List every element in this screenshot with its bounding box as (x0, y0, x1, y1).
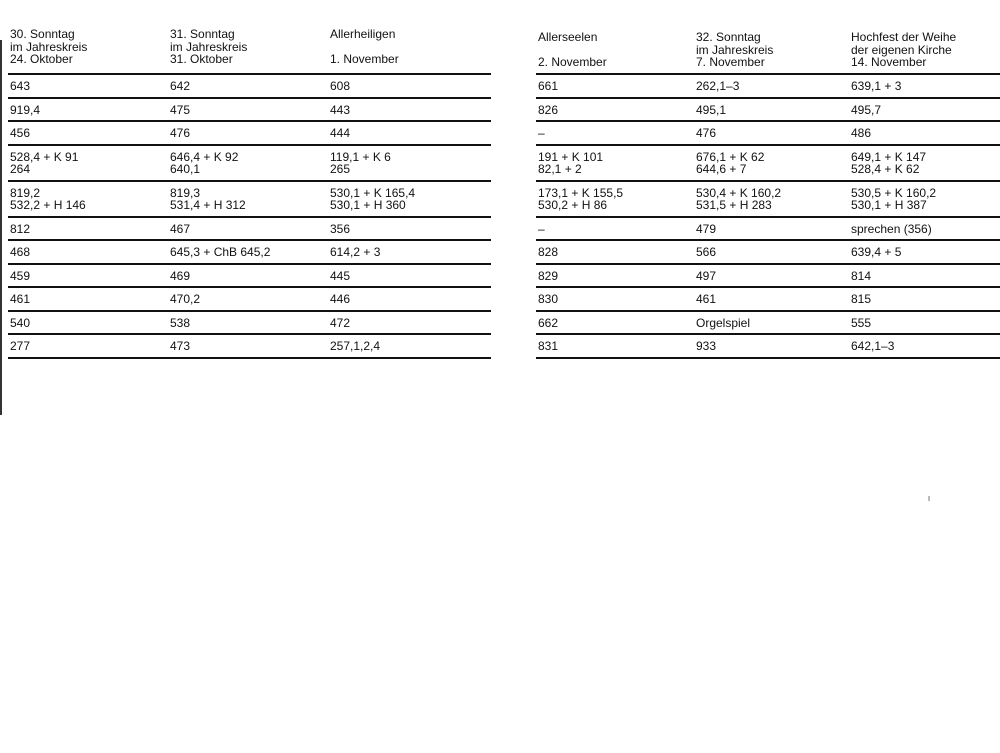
table-cell (694, 287, 849, 311)
hymn-number: 555 (851, 315, 872, 330)
hymn-number: 467 (170, 221, 191, 236)
table-cell (694, 240, 849, 264)
table-cell (328, 287, 491, 311)
table-cell (849, 217, 1000, 241)
header-row (8, 28, 491, 74)
table-row (536, 121, 1000, 145)
right-page (500, 0, 1000, 753)
table-cell (8, 264, 168, 288)
table-row (8, 264, 491, 288)
hymn-number: 645,3 + ChB 645,2 (170, 245, 271, 259)
hymn-number: 191 + K 101 (538, 149, 604, 164)
table-cell (8, 181, 168, 217)
table-cell (168, 334, 328, 358)
hymn-number: 828 (538, 245, 559, 259)
table-cell (168, 240, 328, 264)
table-cell (694, 217, 849, 241)
table-cell (536, 287, 694, 311)
header-line: im Jahreskreis (10, 39, 88, 54)
table-cell (694, 311, 849, 335)
table-cell (536, 264, 694, 288)
hymn-number: 919,4 (10, 102, 41, 117)
table-cell (328, 334, 491, 358)
hymn-number: 530,1 + H 387 (851, 198, 927, 212)
table-row (8, 287, 491, 311)
hymn-number: 608 (330, 79, 351, 93)
table-cell (328, 74, 491, 98)
binding-edge-line (0, 40, 2, 415)
table-cell (328, 121, 491, 145)
table-cell (168, 74, 328, 98)
table-row (536, 287, 1000, 311)
hymn-number: sprechen (356) (851, 221, 932, 236)
column-header-3 (328, 28, 491, 74)
table-row (8, 98, 491, 122)
table-cell (536, 98, 694, 122)
hymn-number: 530,1 + K 165,4 (330, 185, 416, 200)
table-row (8, 334, 491, 358)
table-cell (168, 98, 328, 122)
hymn-number: 265 (330, 162, 351, 176)
hymn-number: 614,2 + 3 (330, 245, 381, 259)
hymn-number: 819,2 (10, 185, 41, 200)
hymn-number: 812 (10, 221, 31, 236)
hymn-number: 815 (851, 292, 872, 306)
table-row (536, 74, 1000, 98)
hymn-number: 639,4 + 5 (851, 245, 902, 259)
table-cell (8, 145, 168, 181)
table-row (8, 121, 491, 145)
table-row (536, 264, 1000, 288)
table-cell (536, 240, 694, 264)
table-cell (8, 74, 168, 98)
hymn-number: 82,1 + 2 (538, 162, 582, 176)
table-cell (536, 181, 694, 217)
table-cell (328, 217, 491, 241)
header-line: 1. November (330, 52, 399, 66)
table-cell (536, 217, 694, 241)
hymn-number: 676,1 + K 62 (696, 149, 765, 164)
table-cell (328, 145, 491, 181)
hymn-number: 531,4 + H 312 (170, 198, 246, 212)
hymn-number: 444 (330, 126, 351, 140)
hymn-number: 446 (330, 292, 351, 306)
hymn-number: 530,4 + K 160,2 (696, 185, 782, 200)
table-cell (694, 334, 849, 358)
table-cell (168, 264, 328, 288)
hymn-number: 264 (10, 162, 31, 176)
hymn-number: 461 (10, 292, 31, 306)
hymn-number: 566 (696, 245, 717, 259)
column-header-1 (8, 28, 168, 74)
table-cell (849, 264, 1000, 288)
header-line: der eigenen Kirche (851, 42, 952, 57)
table-cell (849, 287, 1000, 311)
table-cell (849, 145, 1000, 181)
header-line: Allerheiligen (330, 27, 396, 41)
table-cell (8, 121, 168, 145)
table-row (536, 217, 1000, 241)
table-cell (536, 74, 694, 98)
table-row (8, 145, 491, 181)
table-row (536, 181, 1000, 217)
table-cell (536, 334, 694, 358)
table-cell (694, 264, 849, 288)
hymn-number: – (538, 126, 545, 140)
table-cell (694, 74, 849, 98)
hymn-number: 497 (696, 268, 717, 283)
left-hymn-table (8, 28, 491, 359)
hymn-number: 639,1 + 3 (851, 79, 902, 93)
hymn-number: 532,2 + H 146 (10, 198, 86, 212)
table-cell (168, 217, 328, 241)
hymn-number: 531,5 + H 283 (696, 198, 772, 212)
table-cell (168, 287, 328, 311)
table-row (8, 181, 491, 217)
column-header-2 (694, 31, 849, 74)
header-line: 24. Oktober (10, 52, 73, 66)
hymn-number: – (538, 221, 545, 236)
table-cell (849, 311, 1000, 335)
hymn-number: 495,7 (851, 102, 882, 117)
column-header-3 (849, 31, 1000, 74)
table-cell (8, 240, 168, 264)
hymn-number: 475 (170, 102, 191, 117)
column-header-2 (168, 28, 328, 74)
table-cell (168, 181, 328, 217)
hymn-number: 443 (330, 102, 351, 117)
table-cell (328, 311, 491, 335)
header-row (536, 31, 1000, 74)
hymn-number: 642,1–3 (851, 339, 895, 353)
hymn-number: 119,1 + K 6 (330, 149, 391, 164)
table-cell (694, 181, 849, 217)
table-cell (536, 311, 694, 335)
hymn-number: 476 (170, 126, 191, 140)
table-row (536, 98, 1000, 122)
hymn-number: 469 (170, 268, 191, 283)
table-cell (694, 121, 849, 145)
hymn-number: 530,2 + H 86 (538, 198, 608, 212)
table-row (8, 217, 491, 241)
hymn-number: 476 (696, 126, 717, 140)
table-cell (849, 98, 1000, 122)
hymn-number: 649,1 + K 147 (851, 149, 927, 164)
table-cell (849, 240, 1000, 264)
header-line: 30. Sonntag (10, 27, 75, 41)
table-cell (328, 264, 491, 288)
table-cell (168, 311, 328, 335)
table-cell (328, 181, 491, 217)
hymn-number: 470,2 (170, 292, 201, 306)
hymn-number: 461 (696, 292, 717, 306)
table-cell (694, 145, 849, 181)
hymn-number: 530,1 + H 360 (330, 198, 406, 212)
hymn-number: 495,1 (696, 102, 727, 117)
hymn-number: 173,1 + K 155,5 (538, 185, 624, 200)
hymn-number: 831 (538, 339, 559, 353)
header-line: 14. November (851, 55, 927, 69)
table-cell (168, 121, 328, 145)
header-line: 2. November (538, 55, 607, 69)
table-cell (8, 98, 168, 122)
table-cell (536, 121, 694, 145)
table-cell (168, 145, 328, 181)
hymn-number: 933 (696, 339, 717, 353)
hymn-number: 356 (330, 221, 351, 236)
table-row (8, 240, 491, 264)
table-cell (849, 74, 1000, 98)
table-cell (849, 121, 1000, 145)
table-row (536, 311, 1000, 335)
scan-speck: ι (928, 493, 930, 503)
header-line: 7. November (696, 55, 765, 69)
table-row (8, 311, 491, 335)
hymn-number: 456 (10, 126, 31, 140)
hymn-number: 643 (10, 79, 31, 93)
table-cell (8, 334, 168, 358)
header-line: im Jahreskreis (170, 39, 248, 54)
header-line: im Jahreskreis (696, 42, 774, 57)
table-cell (8, 217, 168, 241)
hymn-number: 814 (851, 268, 872, 283)
header-line: 31. Sonntag (170, 27, 235, 41)
table-cell (694, 98, 849, 122)
table-cell (849, 181, 1000, 217)
hymn-number: 486 (851, 126, 872, 140)
column-header-1 (536, 31, 694, 74)
hymn-number: 644,6 + 7 (696, 162, 747, 176)
table-cell (328, 240, 491, 264)
hymn-number: 540 (10, 315, 31, 330)
header-line: 32. Sonntag (696, 30, 761, 44)
table-cell (8, 311, 168, 335)
table-row (8, 74, 491, 98)
hymn-number: 472 (330, 315, 351, 330)
table-cell (536, 145, 694, 181)
hymn-number: 445 (330, 268, 351, 283)
hymn-number: 826 (538, 102, 559, 117)
hymn-number: 459 (10, 268, 31, 283)
hymn-number: 473 (170, 339, 191, 353)
hymn-number: 830 (538, 292, 559, 306)
hymn-number: 528,4 + K 62 (851, 162, 920, 176)
table-cell (849, 334, 1000, 358)
hymn-number: 257,1,2,4 (330, 339, 381, 353)
hymn-number: 530,5 + K 160,2 (851, 185, 937, 200)
hymn-number: 538 (170, 315, 191, 330)
table-row (536, 334, 1000, 358)
table-cell (8, 287, 168, 311)
hymn-number: Orgelspiel (696, 315, 751, 330)
hymn-number: 468 (10, 245, 31, 259)
hymn-number: 277 (10, 339, 31, 353)
table-row (536, 145, 1000, 181)
hymn-number: 479 (696, 221, 717, 236)
hymn-number: 640,1 (170, 162, 201, 176)
hymn-number: 642 (170, 79, 191, 93)
header-line: Hochfest der Weihe (851, 30, 957, 44)
hymn-number: 646,4 + K 92 (170, 149, 239, 164)
hymn-number: 262,1–3 (696, 79, 740, 93)
header-line: Allerseelen (538, 30, 598, 44)
hymn-number: 661 (538, 79, 559, 93)
table-cell (328, 98, 491, 122)
table-row (536, 240, 1000, 264)
header-line: 31. Oktober (170, 52, 233, 66)
hymn-number: 528,4 + K 91 (10, 149, 79, 164)
right-hymn-table (536, 31, 1000, 359)
hymn-number: 829 (538, 268, 559, 283)
hymn-number: 662 (538, 315, 559, 330)
hymn-number: 819,3 (170, 185, 201, 200)
